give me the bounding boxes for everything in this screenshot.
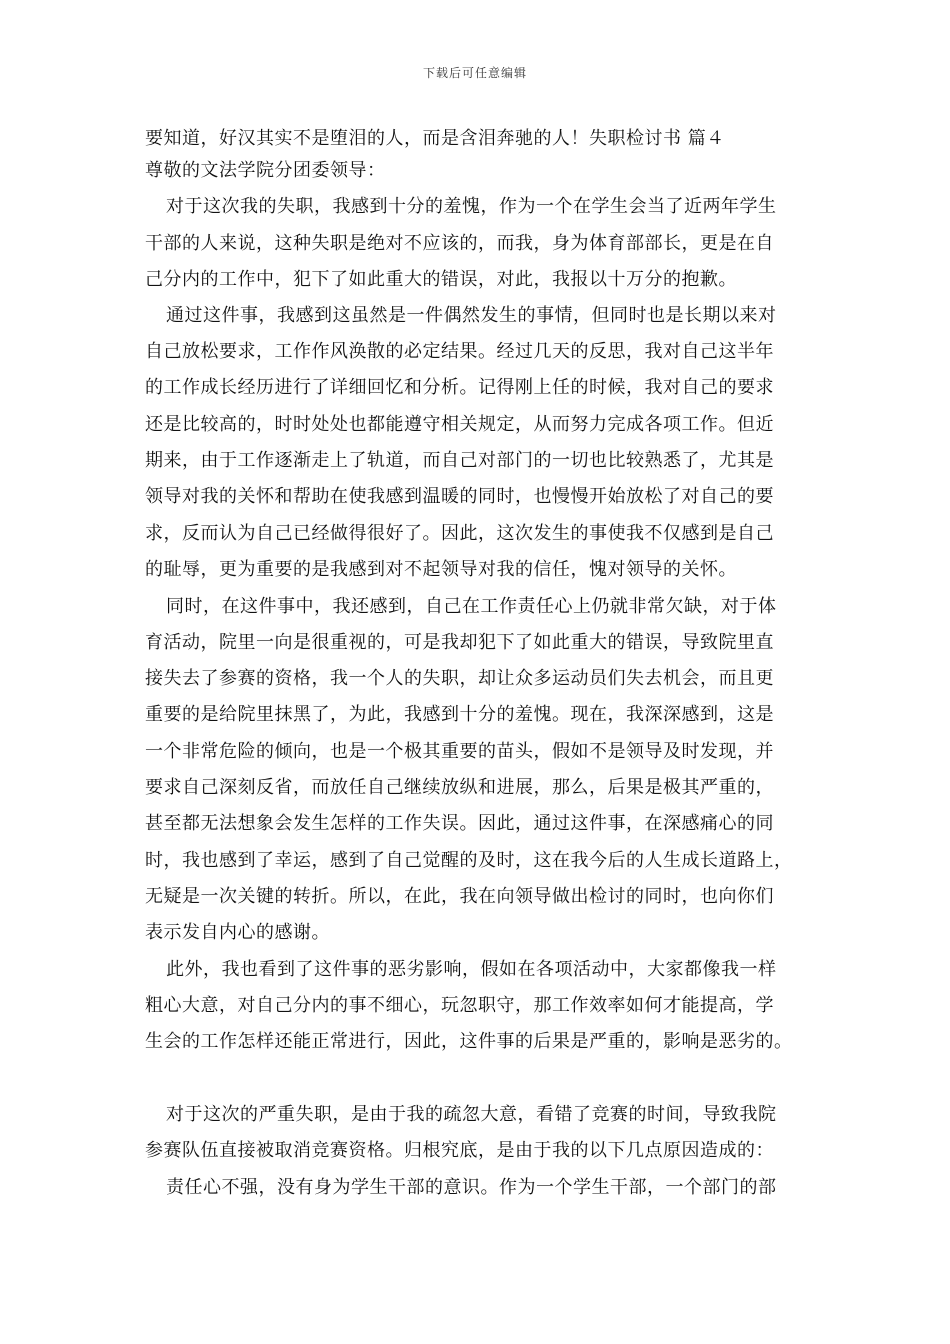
text-line: 一个非常危险的倾向，也是一个极其重要的苗头，假如不是领导及时发现，并 [145,741,774,762]
text-line: 求，反而认为自己已经做得很好了。因此，这次发生的事使我不仅感到是自己 [145,523,774,544]
text-line: 参赛队伍直接被取消竞赛资格。归根究底，是由于我的以下几点原因造成的： [145,1140,774,1161]
text-line: 干部的人来说，这种失职是绝对不应该的，而我，身为体育部部长，更是在自 [145,233,774,254]
text-line: 通过这件事，我感到这虽然是一件偶然发生的事情，但同时也是长期以来对 [166,305,777,326]
text-line: 粗心大意，对自己分内的事不细心，玩忽职守，那工作效率如何才能提高，学 [145,995,774,1016]
text-line: 表示发自内心的感谢。 [145,922,330,943]
text-line: 的工作成长经历进行了详细回忆和分析。记得刚上任的时候，我对自己的要求 [145,377,774,398]
text-line: 责任心不强，没有身为学生干部的意识。作为一个学生干部，一个部门的部 [166,1177,777,1198]
page-header: 下载后可任意编辑 [422,66,527,80]
text-line: 接失去了参赛的资格，我一个人的失职，却让众多运动员们失去机会，而且更 [145,668,774,689]
text-line: 此外，我也看到了这件事的恶劣影响，假如在各项活动中，大家都像我一样 [166,959,777,980]
text-line: 无疑是一次关键的转折。所以，在此，我在向领导做出检讨的同时，也向你们 [145,886,774,907]
text-line: 要求自己深刻反省，而放任自己继续放纵和进展，那么，后果是极其严重的， [145,777,774,798]
text-line: 育活动，院里一向是很重视的，可是我却犯下了如此重大的错误，导致院里直 [145,632,774,653]
text-line: 期来，由于工作逐渐走上了轨道，而自己对部门的一切也比较熟悉了，尤其是 [145,450,774,471]
text-line: 尊敬的文法学院分团委领导： [145,160,386,181]
text-line: 甚至都无法想象会发生怎样的工作失误。因此，通过这件事，在深感痛心的同 [145,813,774,834]
text-line: 己分内的工作中，犯下了如此重大的错误，对此，我报以十万分的抱歉。 [145,269,737,290]
text-line: 领导对我的关怀和帮助在使我感到温暖的同时，也慢慢开始放松了对自己的要 [145,486,774,507]
text-line: 重要的是给院里抹黑了，为此，我感到十分的羞愧。现在，我深深感到，这是 [145,704,774,725]
text-line: 同时，在这件事中，我还感到，自己在工作责任心上仍就非常欠缺，对于体 [166,596,777,617]
text-line: 自己放松要求，工作作风涣散的必定结果。经过几天的反思，我对自己这半年 [145,341,774,362]
text-line: 还是比较高的，时时处处也都能遵守相关规定，从而努力完成各项工作。但近 [145,414,774,435]
text-line: 要知道，好汉其实不是堕泪的人，而是含泪奔驰的人！失职检讨书 篇４ [145,128,725,149]
text-line: 的耻辱，更为重要的是我感到对不起领导对我的信任，愧对领导的关怀。 [145,559,737,580]
text-line: 时，我也感到了幸运，感到了自己觉醒的及时，这在我今后的人生成长道路上， [145,850,793,871]
text-line: 生会的工作怎样还能正常进行，因此，这件事的后果是严重的，影响是恶劣的。 [145,1031,793,1052]
text-line: 对于这次的严重失职，是由于我的疏忽大意，看错了竞赛的时间，导致我院 [166,1104,777,1125]
text-line: 对于这次我的失职，我感到十分的羞愧，作为一个在学生会当了近两年学生 [166,196,777,217]
